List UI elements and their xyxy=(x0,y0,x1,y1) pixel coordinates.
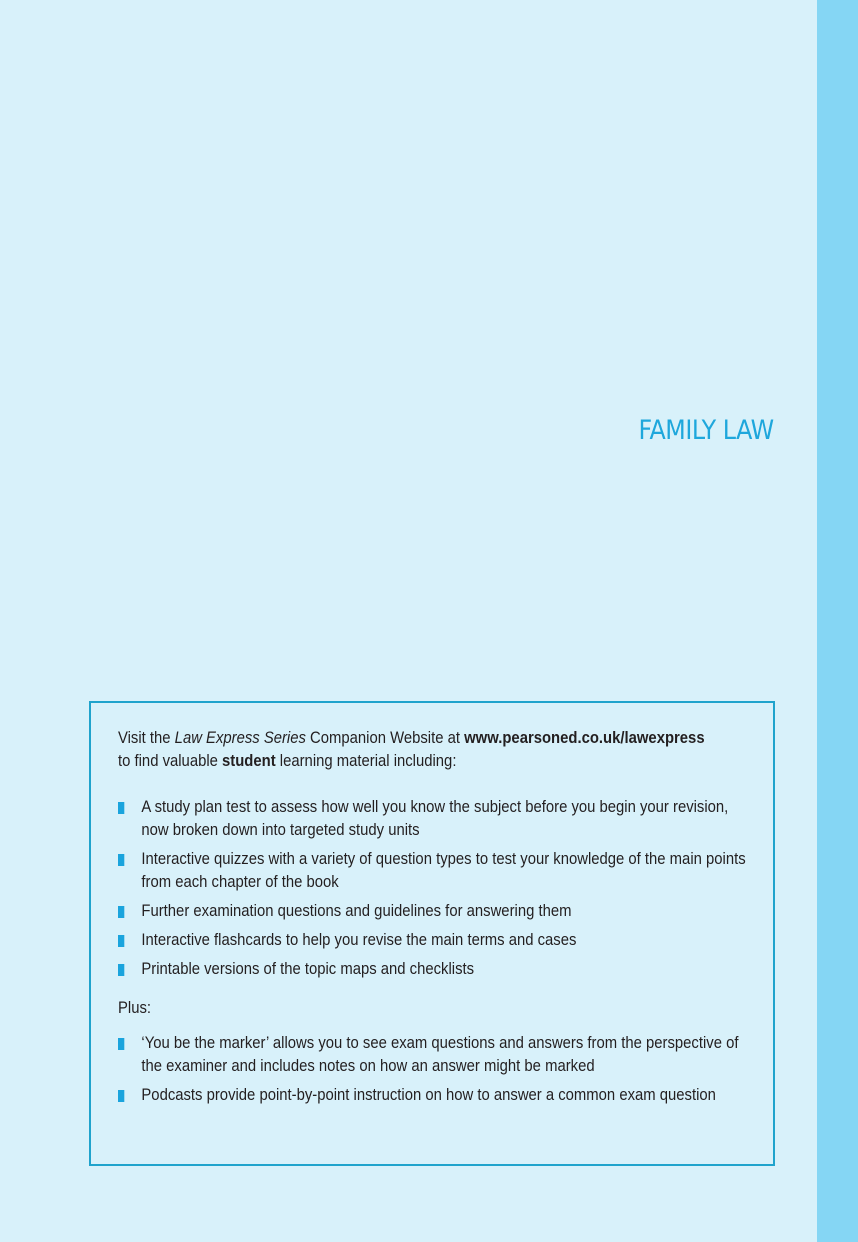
bullet-icon xyxy=(118,964,124,976)
list-item-text: A study plan test to assess how well you know the subject before you begin your revision, now broken down into targeted study units xyxy=(141,798,729,839)
list-item xyxy=(118,929,748,952)
list-item-text: Podcasts provide point-by-point instruction on how to answer a common exam question xyxy=(141,1086,716,1104)
list-item xyxy=(118,1084,748,1107)
side-color-stripe xyxy=(817,0,858,1242)
series-name: Law Express Series xyxy=(174,729,306,747)
list-item xyxy=(118,958,748,981)
intro-text: Visit the xyxy=(118,729,175,747)
website-link[interactable]: www.pearsoned.co.uk/lawexpress xyxy=(464,729,705,747)
companion-website-box xyxy=(89,701,775,1166)
bullet-icon xyxy=(118,802,124,814)
plus-label: Plus: xyxy=(118,999,152,1017)
list-item xyxy=(118,1032,748,1078)
features-list xyxy=(118,796,748,981)
student-emphasis: student xyxy=(222,752,276,770)
list-item-text: Interactive flashcards to help you revise the main terms and cases xyxy=(141,931,577,949)
list-item xyxy=(118,848,748,894)
plus-features-list xyxy=(118,1032,748,1107)
list-item xyxy=(118,900,748,923)
intro-text: Companion Website at xyxy=(305,729,465,747)
intro-text: learning material including: xyxy=(275,752,457,770)
list-item-text: ‘You be the marker’ allows you to see exam questions and answers from the perspective of the examiner and includes notes on how an answer might be marked xyxy=(141,1034,739,1075)
list-item-text: Further examination questions and guidelines for answering them xyxy=(141,902,572,920)
book-title: FAMILY LAW xyxy=(638,415,774,446)
intro-text: to find valuable xyxy=(118,752,223,770)
list-item xyxy=(118,796,748,842)
bullet-icon xyxy=(118,854,124,866)
bullet-icon xyxy=(118,1038,124,1050)
bullet-icon xyxy=(118,935,124,947)
bullet-icon xyxy=(118,906,124,918)
bullet-icon xyxy=(118,1090,124,1102)
list-item-text: Printable versions of the topic maps and checklists xyxy=(141,960,475,978)
list-item-text: Interactive quizzes with a variety of question types to test your knowledge of the main points from each chapter of the book xyxy=(141,850,746,891)
intro-paragraph xyxy=(118,727,766,773)
